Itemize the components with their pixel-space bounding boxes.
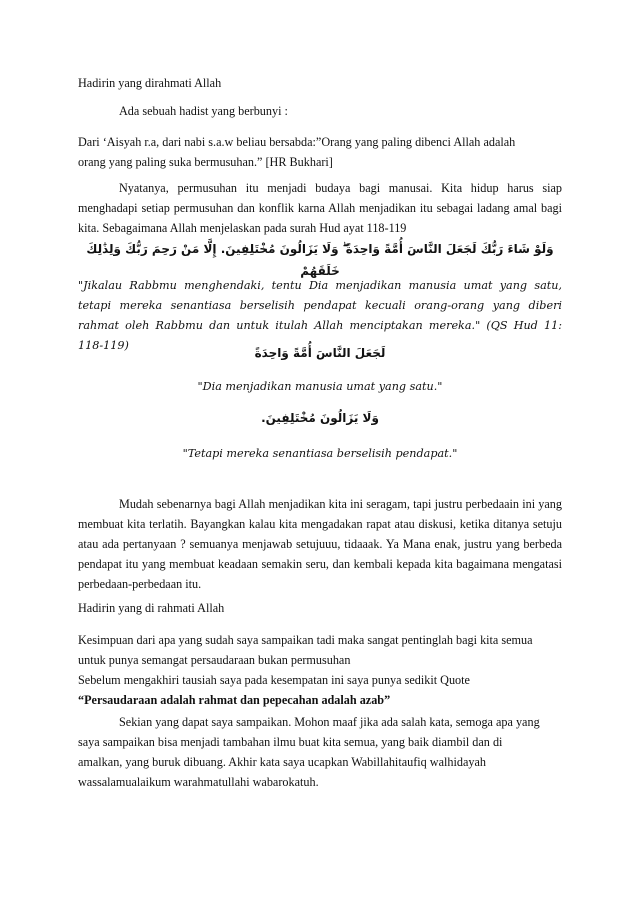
conclusion-line: Sebelum mengakhiri tausiah saya pada kesempatan ini saya punya sedikit Quote — [78, 673, 470, 687]
verse-translation: "Jikalau Rabbmu menghendaki, tentu Dia menjadikan manusia umat yang satu, tetapi mereka senantiasa berselisih pendapat kecuali orang-orang yang diberi rahmat oleh Rabbmu dan untuk itulah Allah menciptakan mereka." (QS Hud 11: 118-119) — [78, 279, 562, 352]
hadith-line: orang yang paling suka bermusuhan.” [HR Bukhari] — [78, 155, 333, 169]
paragraph-intro: Nyatanya, permusuhan itu menjadi budaya bagi manusai. Kita hidup harus siap menghadapi setiap permusuhan dan konflik karna Allah menjadikan itu sebagai ladang amal bagi kita. Sebagaimana Allah menjelaskan pada surah Hud ayat 118-119 — [78, 181, 562, 235]
arabic-phrase-two: وَلَا يَزَالُونَ مُخْتَلِفِينَ. — [261, 411, 379, 425]
arabic-phrase-one: لَجَعَلَ النَّاسَ أُمَّةً وَاحِدَةً — [254, 346, 386, 360]
greeting-heading-two: Hadirin yang di rahmati Allah — [78, 601, 225, 615]
closing-line: wassalamualaikum warahmatullahi wabarokatuh. — [78, 775, 319, 789]
conclusion-line: Kesimpuan dari apa yang sudah saya sampaikan tadi maka sangat pentinglah bagi kita semua — [78, 633, 533, 647]
conclusion-block — [78, 630, 562, 710]
conclusion-line: untuk punya semangat persaudaraan bukan permusuhan — [78, 653, 351, 667]
arabic-verse: وَلَوْ شَاءَ رَبُّكَ لَجَعَلَ النَّاسَ أُمَّةً وَاحِدَةً ۖ وَلَا يَزَالُونَ مُخْتَلِفِينَ. إِلَّا مَنْ رَحِمَ رَبُّكَ وَلِذَٰلِكَ خَلَقَهُمْ — [86, 242, 554, 278]
translation-phrase-one: "Dia menjadikan manusia umat yang satu." — [197, 380, 443, 393]
closing-line: saya sampaikan bisa menjadi tambahan ilmu buat kita semua, yang baik diambil dan di — [78, 735, 503, 749]
hadith-quote — [78, 132, 562, 172]
closing-line: Sekian yang dapat saya sampaikan. Mohon maaf jika ada salah kata, semoga apa yang — [119, 715, 540, 729]
hadith-line: Dari ‘Aisyah r.a, dari nabi s.a.w beliau bersabda:”Orang yang paling dibenci Allah adalah — [78, 135, 516, 149]
closing-block — [78, 712, 562, 792]
paragraph-differences: Mudah sebenarnya bagi Allah menjadikan kita ini seragam, tapi justru perbedaain ini yang membuat kita terlatih. Bayangkan kalau kita mengadakan rapat atau diskusi, ketika ditanya setuju atau ada pertanyaan ? semuanya menjawab setujuuu, tidaaak. Ya Mana enak, justru yang berbeda pendapat itu yang membuat keadaan semakin seru, dan kembali kepada kita bagaimana mengatasi perbedaan-perbedaan itu. — [78, 497, 562, 591]
intro-line: Ada sebuah hadist yang berbunyi : — [119, 104, 288, 118]
closing-line: amalkan, yang buruk dibuang. Akhir kata saya ucapkan Wabillahitaufiq walhidayah — [78, 755, 486, 769]
greeting-heading: Hadirin yang dirahmati Allah — [78, 76, 222, 90]
translation-phrase-two: "Tetapi mereka senantiasa berselisih pendapat." — [182, 447, 458, 460]
quote-line: “Persaudaraan adalah rahmat dan pepecahan adalah azab” — [78, 693, 391, 707]
